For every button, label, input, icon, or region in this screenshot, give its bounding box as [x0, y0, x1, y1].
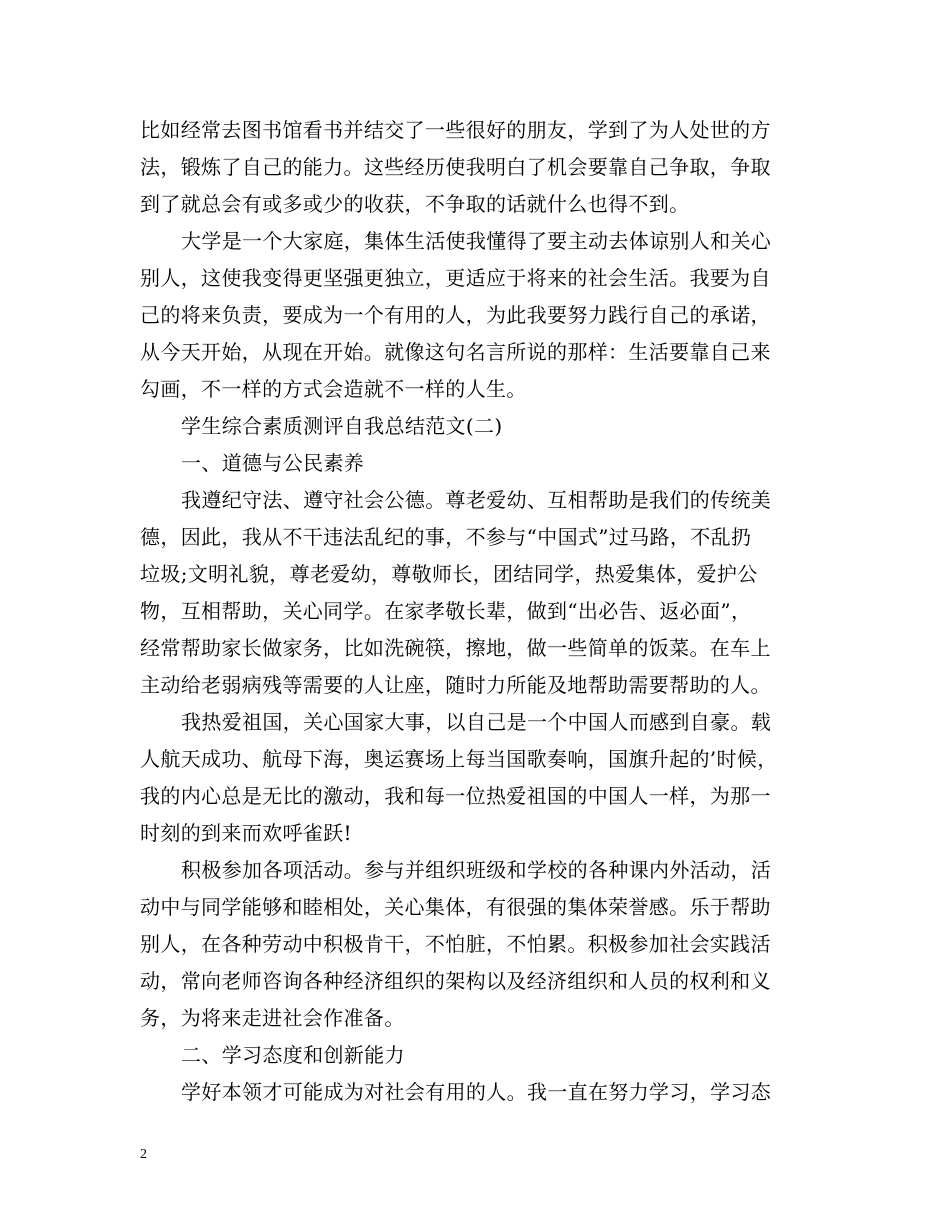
- page-number: 2: [140, 1147, 147, 1162]
- text-line: 务，为将来走进社会作准备。: [140, 1006, 405, 1030]
- section-title: 学生综合素质测评自我总结范文(二): [181, 414, 503, 438]
- text-line: 到了就总会有或多或少的收获，不争取的话就什么也得不到。: [140, 192, 690, 216]
- text-line: 垃圾;文明礼貌，尊老爱幼，尊敬师长，团结同学，热爱集体，爱护公: [140, 562, 758, 586]
- text-line: 学好本领才可能成为对社会有用的人。我一直在努力学习，学习态: [181, 1080, 772, 1104]
- text-line: 主动给老弱病残等需要的人让座，随时力所能及地帮助需要帮助的人。: [140, 673, 771, 697]
- text-line: 人航天成功、航母下海，奥运赛场上每当国歌奏响，国旗升起的’时候，: [140, 747, 778, 771]
- text-line: 比如经常去图书馆看书并结交了一些很好的朋友，学到了为人处世的方: [140, 118, 771, 142]
- text-line: 我的内心总是无比的激动，我和每一位热爱祖国的中国人一样，为那一: [140, 784, 771, 808]
- section-heading: 二、学习态度和创新能力: [181, 1043, 405, 1067]
- text-line: 我热爱祖国，关心国家大事，以自己是一个中国人而感到自豪。载: [181, 710, 772, 734]
- text-line: 大学是一个大家庭，集体生活使我懂得了要主动去体谅别人和关心: [181, 229, 772, 253]
- text-line: 别人，在各种劳动中积极肯干，不怕脏，不怕累。积极参加社会实践活: [140, 932, 771, 956]
- text-line: 时刻的到来而欢呼雀跃!: [140, 821, 352, 845]
- text-line: 德，因此，我从不干违法乱纪的事，不参与“中国式”过马路，不乱扔: [140, 525, 752, 549]
- text-line: 勾画，不一样的方式会造就不一样的人生。: [140, 377, 527, 401]
- text-line: 从今天开始，从现在开始。就像这句名言所说的那样：生活要靠自己来: [140, 340, 771, 364]
- text-line: 法，锻炼了自己的能力。这些经历使我明白了机会要靠自己争取，争取: [140, 155, 771, 179]
- text-line: 己的将来负责，要成为一个有用的人，为此我要努力践行自己的承诺，: [140, 303, 771, 327]
- text-line: 别人，这使我变得更坚强更独立，更适应于将来的社会生活。我要为自: [140, 266, 771, 290]
- text-line: 动中与同学能够和睦相处，关心集体，有很强的集体荣誉感。乐于帮助: [140, 895, 771, 919]
- text-line: 动，常向老师咨询各种经济组织的架构以及经济组织和人员的权利和义: [140, 969, 771, 993]
- text-line: 积极参加各项活动。参与并组织班级和学校的各种课内外活动，活: [181, 858, 772, 882]
- section-heading: 一、道德与公民素养: [181, 451, 365, 475]
- text-line: 我遵纪守法、遵守社会公德。尊老爱幼、互相帮助是我们的传统美: [181, 488, 772, 512]
- text-line: 经常帮助家长做家务，比如洗碗筷，擦地，做一些简单的饭菜。在车上: [140, 636, 771, 660]
- text-line: 物，互相帮助，关心同学。在家孝敬长辈，做到“出必告、返必面”，: [140, 599, 752, 623]
